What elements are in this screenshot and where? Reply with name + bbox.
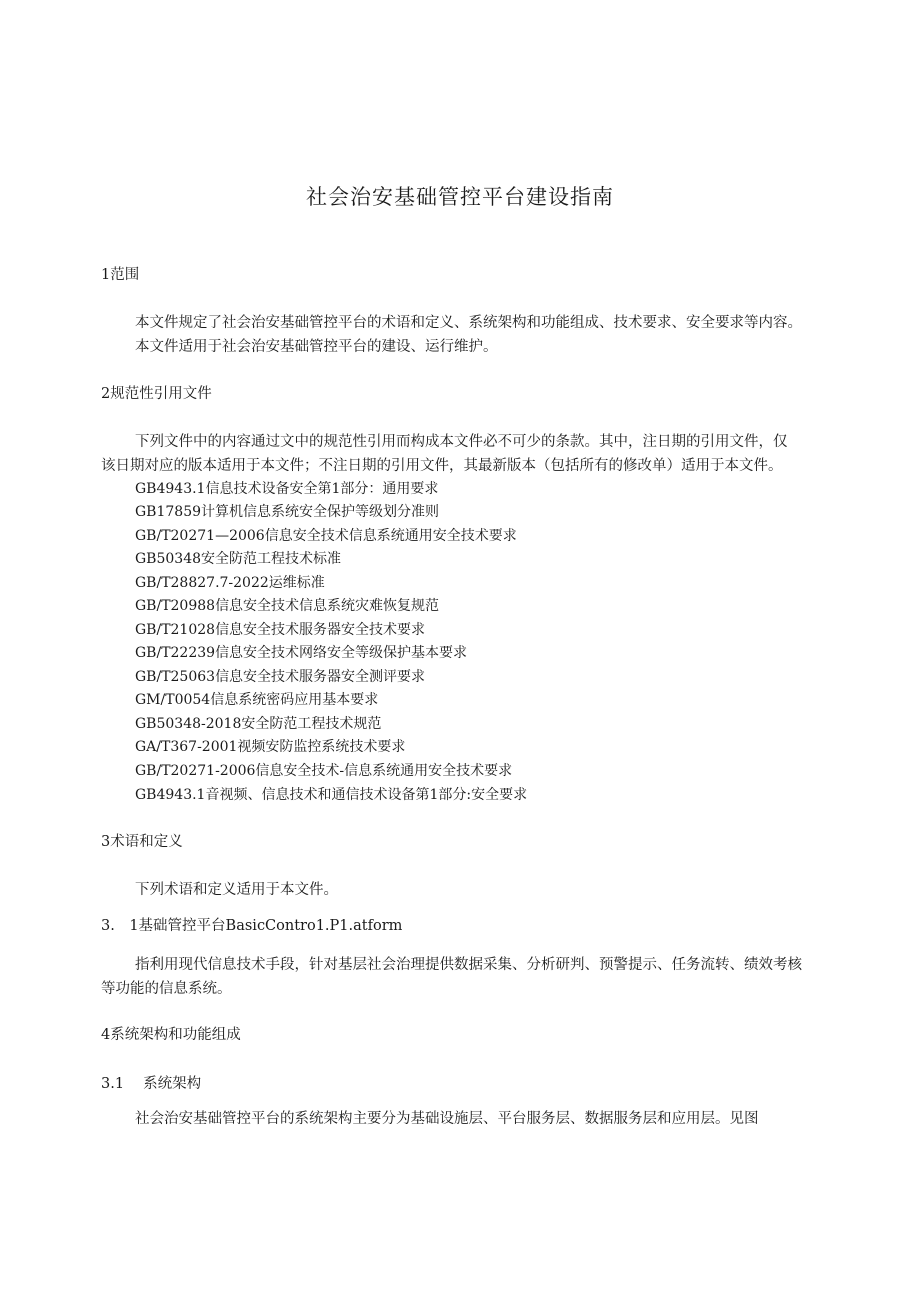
scope-paragraph-2: 本文件适用于社会治安基础管控平台的建设、运行维护。 [135, 339, 498, 355]
section-heading-normative-references: 2规范性引用文件 [101, 386, 212, 402]
reference-item: GB50348-2018安全防范工程技术规范 [135, 716, 382, 732]
reference-item: GB/T22239信息安全技术网络安全等级保护基本要求 [135, 645, 468, 661]
reference-item: GB4943.1信息技术设备安全第1部分：通用要求 [135, 481, 439, 497]
document-title: 社会治安基础管控平台建设指南 [306, 185, 614, 209]
reference-item: GB/T20271-2006信息安全技术-信息系统通用安全技术要求 [135, 763, 513, 779]
references-intro-line-2: 该日期对应的版本适用于本文件；不注日期的引用文件，其最新版本（包括所有的修改单）适用于本文件。 [101, 458, 783, 474]
references-intro-line-1: 下列文件中的内容通过文中的规范性引用而构成本文件必不可少的条款。其中，注日期的引用文件，仅 [135, 434, 788, 450]
reference-item: GB50348安全防范工程技术标准 [135, 551, 342, 567]
reference-item: GB4943.1音视频、信息技术和通信技术设备第1部分:安全要求 [135, 787, 528, 803]
reference-item: GB/T28827.7-2022运维标准 [135, 575, 325, 591]
reference-item: GB/T20271—2006信息安全技术信息系统通用安全技术要求 [135, 528, 517, 544]
architecture-paragraph: 社会治安基础管控平台的系统架构主要分为基础设施层、平台服务层、数据服务层和应用层。见图 [135, 1111, 759, 1127]
reference-item: GM/T0054信息系统密码应用基本要求 [135, 692, 379, 708]
reference-item: GB/T25063信息安全技术服务器安全测评要求 [135, 669, 426, 685]
section-heading-architecture: 4系统架构和功能组成 [101, 1027, 241, 1043]
reference-item: GB/T21028信息安全技术服务器安全技术要求 [135, 622, 426, 638]
term-definition-line-2: 等功能的信息系统。 [101, 981, 232, 997]
term-definition-line-1: 指利用现代信息技术手段，针对基层社会治理提供数据采集、分析研判、预警提示、任务流转、绩效考核 [135, 957, 802, 973]
section-heading-terms: 3术语和定义 [101, 834, 183, 850]
scope-paragraph-1: 本文件规定了社会治安基础管控平台的术语和定义、系统架构和功能组成、技术要求、安全要求等内容。 [135, 315, 802, 331]
section-heading-scope: 1范围 [101, 267, 140, 283]
terms-intro: 下列术语和定义适用于本文件。 [135, 882, 338, 898]
reference-item: GB/T20988信息安全技术信息系统灾难恢复规范 [135, 598, 440, 614]
reference-item: GA/T367-2001视频安防监控系统技术要求 [135, 739, 406, 755]
reference-item: GB17859计算机信息系统安全保护等级划分准则 [135, 504, 440, 520]
subsection-heading-system-architecture: 3.1 系统架构 [101, 1076, 202, 1092]
term-heading: 3. 1基础管控平台BasicContro1.P1.atform [101, 918, 403, 934]
